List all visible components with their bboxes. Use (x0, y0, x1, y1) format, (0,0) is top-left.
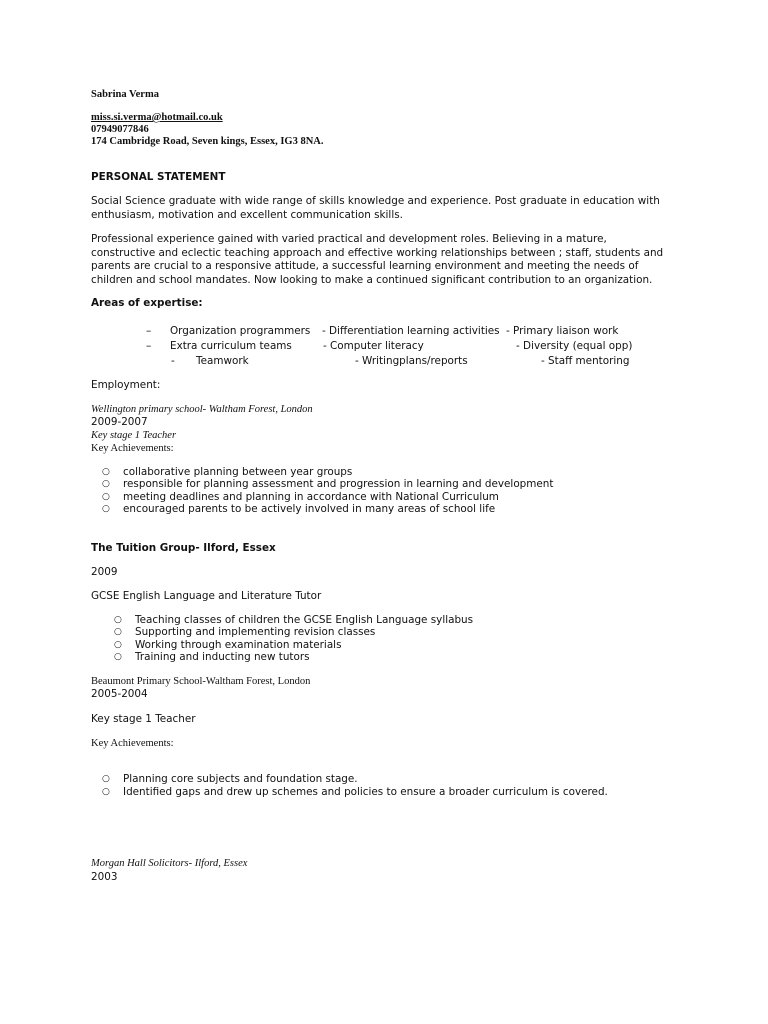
list-item: Training and inducting new tutors (135, 651, 310, 663)
bullet-icon: ○ (102, 479, 110, 489)
list-item: encouraged parents to be actively involved in many areas of school life (123, 503, 496, 515)
expertise-marker: - (171, 355, 175, 367)
job1-dates: 2009-2007 (91, 416, 148, 428)
bullet-icon: ○ (102, 787, 110, 797)
list-item: Teaching classes of children the GCSE English Language syllabus (135, 614, 474, 626)
expertise-item: - Differentiation learning activities (322, 325, 500, 337)
expertise-item: - Primary liaison work (506, 325, 619, 337)
personal-statement-heading: PERSONAL STATEMENT (91, 171, 226, 183)
expertise-marker: – (146, 325, 152, 337)
expertise-item: - Staff mentoring (541, 355, 630, 367)
bullet-icon: ○ (114, 627, 122, 637)
statement-paragraph-1: Social Science graduate with wide range of skills knowledge and experience. Post graduate in education with enthusiasm, motivation and excellent communication skills. (91, 195, 660, 221)
job2-dates: 2009 (91, 566, 118, 578)
job3-employer: Beaumont Primary School-Waltham Forest, London (91, 676, 311, 687)
job3-role: Key stage 1 Teacher (91, 713, 196, 725)
bullet-icon: ○ (114, 640, 122, 650)
expertise-item: - Diversity (equal opp) (516, 340, 633, 352)
job4-employer: Morgan Hall Solicitors- Ilford, Essex (91, 858, 248, 869)
email-link[interactable]: miss.si.verma@hotmail.co.uk (91, 112, 223, 123)
job1-employer: Wellington primary school- Waltham Forest, London (91, 404, 313, 415)
list-item: responsible for planning assessment and progression in learning and development (123, 478, 554, 490)
job2-role: GCSE English Language and Literature Tutor (91, 590, 322, 602)
employment-heading: Employment: (91, 379, 161, 391)
address: 174 Cambridge Road, Seven kings, Essex, IG3 8NA. (91, 136, 324, 147)
list-item: Planning core subjects and foundation stage. (123, 773, 358, 785)
phone-number: 07949077846 (91, 124, 149, 135)
job3-dates: 2005-2004 (91, 688, 148, 700)
bullet-icon: ○ (114, 615, 122, 625)
bullet-icon: ○ (102, 774, 110, 784)
bullet-icon: ○ (102, 467, 110, 477)
bullet-icon: ○ (114, 652, 122, 662)
list-item: meeting deadlines and planning in accordance with National Curriculum (123, 491, 499, 503)
list-item: Working through examination materials (135, 639, 342, 651)
expertise-item: Teamwork (196, 355, 249, 367)
candidate-name: Sabrina Verma (91, 89, 159, 100)
statement-paragraph-2: Professional experience gained with varied practical and development roles. Believing in a mature, constructive and eclectic teaching approach and effective working relationships between ; staff, students and parents are crucial to a responsive attitude, a successful learning environment and meeting the needs of children and school mandates. Now looking to make a continued significant contribution to an organization. (91, 233, 664, 286)
list-item: collaborative planning between year groups (123, 466, 353, 478)
list-item: Supporting and implementing revision classes (135, 626, 376, 638)
bullet-icon: ○ (102, 492, 110, 502)
job4-dates: 2003 (91, 871, 118, 883)
expertise-item: Organization programmers (170, 325, 311, 337)
expertise-item: Extra curriculum teams (170, 340, 292, 352)
job1-role: Key stage 1 Teacher (91, 430, 177, 441)
expertise-item: - Writingplans/reports (355, 355, 468, 367)
expertise-marker: – (146, 340, 152, 352)
job3-achievements-label: Key Achievements: (91, 738, 174, 749)
list-item: Identified gaps and drew up schemes and policies to ensure a broader curriculum is covered. (123, 786, 608, 798)
bullet-icon: ○ (102, 504, 110, 514)
job1-achievements-label: Key Achievements: (91, 443, 174, 454)
expertise-heading: Areas of expertise: (91, 297, 203, 309)
expertise-item: - Computer literacy (323, 340, 424, 352)
job2-employer: The Tuition Group- Ilford, Essex (91, 542, 276, 554)
